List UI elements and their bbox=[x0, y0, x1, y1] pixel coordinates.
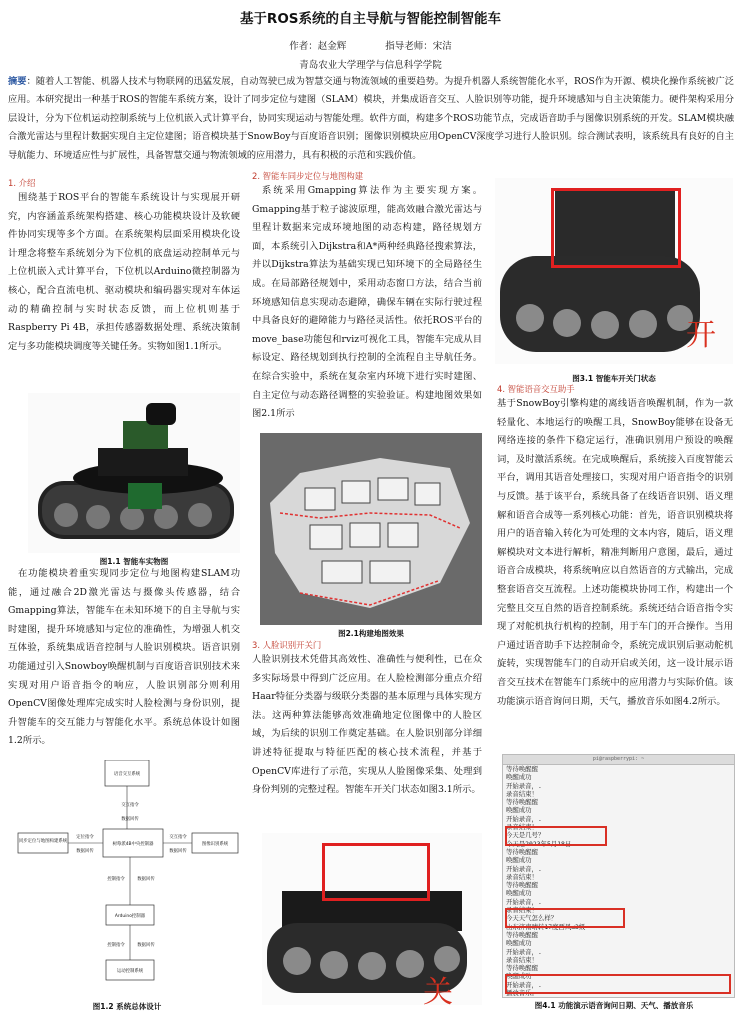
highlight-box bbox=[551, 188, 681, 268]
terminal-line: 唤醒成功 bbox=[506, 972, 532, 981]
section-2 bbox=[252, 170, 482, 424]
section-1-cont bbox=[8, 565, 240, 751]
terminal-line: 今天天气怎么样？ bbox=[506, 914, 558, 923]
diagram-edge-label: 控制指令 bbox=[107, 877, 125, 882]
diagram-edge-label: 交互指令 bbox=[121, 803, 139, 808]
highlight-box bbox=[505, 974, 731, 994]
section-heading: 1. 介绍 bbox=[8, 178, 36, 188]
terminal-line: 开始录音，. bbox=[506, 897, 542, 906]
terminal-line: 播放音乐。 bbox=[506, 989, 538, 998]
highlight-box bbox=[505, 908, 625, 928]
caption-fig-4-2: 图4.1 功能演示语音询问日期、天气、播放音乐 bbox=[534, 1001, 694, 1010]
door-closed-label: 关 bbox=[423, 975, 453, 1010]
section-1 bbox=[8, 177, 240, 356]
terminal-line: 录音结束！ bbox=[506, 789, 538, 798]
section-text: 人脸识别技术凭借其高效性、准确性与便利性，已在众多实际场景中得到广泛应用。在人脸检测部分重点介绍Haar特征分类器与级联分类器的基本原理与具体实现方法。这两种算法能够高效准确地定位图像中的人脸区域，为后续的识别工作奠定基础。在人脸识别部分详细讲述特征提取与特征匹配的核心技术流程，并基于OpenCV库进行了示范，实现从人脸图像采集、处理到身份判别的完整过程。智能车开关门状态如图3.1所示。 bbox=[252, 654, 482, 796]
abstract bbox=[8, 73, 734, 165]
abstract-text: ：随着人工智能、机器人技术与物联网的迅猛发展，自动驾驶已成为智慧交通与物流领域的重要趋势。为提升机器人系统智能化水平，ROS作为开源、模块化操作系统被广泛应用。本研究提出一种基于ROS的智能车系统方案，设计了同步定位与建图（SLAM）模块，并集成语音交互、人脸识别等功能，提升环境感知与自主决策能力。硬件架构采用分层设计，分为下位机运动控制系统与上位机嵌入式计算平台，协同实现运动与智能处理。软件方面，构建多个ROS功能节点，完成语音助手与图像识别系统的开发。SLAM模块融合激光雷达与里程计数据实现自主定位建图；语音模块基于SnowBoy与百度语音识别；图像识别模块应用OpenCV深度学习进行人脸识别。综合测试表明，该系统具有良好的自主导航能力、环境适应性与扩展性，具备智慧交通与物流领域的应用潜力，具有积极的示范和实践价值。 bbox=[8, 76, 734, 161]
terminal-line: 等待唤醒醒 bbox=[506, 930, 538, 939]
caption-fig-2-1: 图2.1构建地图效果 bbox=[338, 629, 404, 638]
diagram-edge-label: 数据回传 bbox=[76, 849, 94, 854]
terminal-line: 唤醒成功 bbox=[506, 939, 532, 948]
terminal-line: 等待唤醒醒 bbox=[506, 881, 538, 890]
advisor-name: 指导老师：宋洁 bbox=[385, 41, 452, 52]
terminal-title: pi@raspberrypi: ~ bbox=[503, 755, 734, 765]
terminal-line: 等待唤醒醒 bbox=[506, 847, 538, 856]
section-heading: 3. 人脸识别开关门 bbox=[252, 640, 322, 650]
section-3 bbox=[252, 639, 482, 800]
abstract-label: 摘要 bbox=[8, 76, 27, 87]
diagram-edge-label: 数据回传 bbox=[121, 817, 139, 822]
terminal-screenshot bbox=[502, 754, 735, 998]
diagram-edge-label: 数据回传 bbox=[137, 943, 155, 948]
diagram-node-top: 语音交互系统 bbox=[113, 772, 141, 777]
section-4 bbox=[497, 383, 733, 711]
terminal-line: 唤醒成功 bbox=[506, 889, 532, 898]
author-name: 作者：赵金辉 bbox=[289, 41, 347, 52]
section-text: 系统采用Gmapping算法作为主要实现方案。Gmapping基于粒子滤波原理，能高效融合激光雷达与里程计数据来完成环境地图的动态构建，路径规划方面，本系统引入Dijkstra和A*两种经典路径搜索算法，并以Dijkstra算法为基础实现已知环境下的全局路径生成。在局部路径规划中，采用动态窗口方法，结合当前环境感知信息实现动态避障，确保车辆在实际行驶过程中具备良好的避障能力与路径灵活性。依托ROS平台的move_base功能包和rviz可视化工具，智能车完成从目标设定、路径规划到执行控制的全流程自主导航任务。在综合实验中，系统在复杂室内环境下进行实时建图、自主定位与动态路径调整的实验验证。构建地图效果如图2.1所示 bbox=[252, 185, 482, 420]
terminal-line: 开始录音，. bbox=[506, 781, 542, 790]
terminal-line: 唤醒成功 bbox=[506, 773, 532, 782]
diagram-edge-label: 定位指令 bbox=[76, 835, 94, 840]
terminal-line: 今天是几号？ bbox=[506, 831, 545, 840]
section-text: 在功能模块着重实现同步定位与地图构建SLAM功能，通过融合2D激光雷达与摄像头传感器，结合Gmapping算法，智能车在未知环境下的自主导航与实时建图，提升环境感知与定位的准确性，为增强人机交互体验，系统集成语音控制与人脸识别模块。语音识别功能通过引入Snowboy唤醒机制与百度语音识别技术来实现对用户语音指令的响应，人脸识别部分则利用OpenCV图像处理库完成实时人脸检测与身份识别，提升智能车的交互能力与智能化水平。系统总体设计如图1.2所示。 bbox=[8, 568, 240, 747]
author-line bbox=[0, 38, 741, 52]
diagram-node-left: 同步定位与地图构建系统 bbox=[18, 839, 68, 844]
terminal-line: 唤醒成功 bbox=[506, 856, 532, 865]
diagram-edge-label: 控制指令 bbox=[107, 943, 125, 948]
terminal-line: 开始录音，. bbox=[506, 947, 542, 956]
section-text: 基于SnowBoy引擎构建的离线语音唤醒机制，作为一款轻量化、本地运行的唤醒工具，SnowBoy能够在设备无网络连接的条件下稳定运行，准确识别用户预设的唤醒词，及时激活系统。在完成唤醒后，系统接入百度智能云平台，调用其语音处理接口，实现对用户语音指令的识别与反馈。基于该平台，系统具备了在线语音识别、语义理解和语音合成等一系列核心功能：首先，语音识别模块将用户的语音输入转化为可处理的文本内容，随后，语义理解模块对文本进行解析，精准判断用户意图，最后，通过语音合成模块，将系统响应以自然语音的方式输出，完成整套语音交互流程。上述功能模块协同工作，构建出一个完整且交互自然的语音控制系统。系统还结合语音指令实现了对舵机执行机构的控制，用于车门的开合操作。当用户通过语音助手下达控制命令，系统完成识别后驱动舵机旋转，实现智能车门的自动开启或关闭，这一设计展示语音交互技术在智能车门系统中的应用潜力与实际价值。该功能演示语音询问日期，天气，播放音乐如图4.2所示。 bbox=[497, 398, 733, 707]
terminal-line: 唤醒成功 bbox=[506, 806, 532, 815]
terminal-line: 开始录音，. bbox=[506, 814, 542, 823]
diagram-node-mid: Arduino控制器 bbox=[114, 914, 146, 919]
diagram-node-bottom: 运动控制系统 bbox=[116, 969, 144, 974]
page-title: 基于ROS系统的自主导航与智能控制智能车 bbox=[239, 11, 502, 27]
diagram-edge-label: 交互指令 bbox=[169, 835, 187, 840]
terminal-line bbox=[503, 997, 734, 998]
section-text: 围绕基于ROS平台的智能车系统设计与实现展开研究，内容涵盖系统架构搭建、核心功能模块设计及软硬件协同实现等多个方面。在系统架构层面采用模块化设计理念将整车系统划分为下位机的底盘运动控制单元与上位机嵌入式计算平台，下位机以Arduino微控制器为核心，配合直流电机、驱动模块和编码器实现对车体运动的精确控制与实时状态反馈，而上位机则基于Raspberry Pi 4B，承担传感器数据处理、系统决策制定与多功能模块调度等关键任务。实物如图1.1所示。 bbox=[8, 192, 240, 352]
terminal-line: 录音结束！ bbox=[506, 955, 538, 964]
terminal-line: 山东济南晴转17度西风≤3级 bbox=[506, 922, 586, 931]
highlight-box bbox=[505, 826, 607, 846]
section-heading: 2. 智能车同步定位与地图构建 bbox=[252, 171, 364, 181]
caption-fig-1-2: 图1.2 系统总体设计 bbox=[92, 1002, 162, 1011]
diagram-edge-label: 数据回传 bbox=[169, 849, 187, 854]
slam-map-image bbox=[260, 433, 482, 625]
terminal-line: 开始录音，. bbox=[506, 980, 542, 989]
robot-photo bbox=[28, 393, 240, 553]
terminal-line: 等待唤醒醒 bbox=[506, 964, 538, 973]
diagram-edge-label: 数据回传 bbox=[137, 877, 155, 882]
terminal-lines bbox=[503, 765, 734, 998]
caption-fig-3-1: 图3.1 智能车开关门状态 bbox=[572, 374, 656, 383]
highlight-box bbox=[322, 843, 430, 901]
door-open-label: 开 bbox=[686, 318, 716, 353]
section-heading: 4. 智能语音交互助手 bbox=[497, 384, 575, 394]
terminal-line: 录音结束！ bbox=[506, 872, 538, 881]
terminal-line: 等待唤醒醒 bbox=[506, 765, 538, 773]
terminal-line: 今天是2023年5月18日 bbox=[506, 839, 572, 848]
caption-fig-1-1: 图1.1 智能车实物图 bbox=[99, 557, 169, 566]
terminal-line: 等待唤醒醒 bbox=[506, 798, 538, 807]
system-diagram bbox=[8, 760, 246, 1005]
diagram-node-center: 树莓派4B中央控制器 bbox=[112, 842, 154, 847]
diagram-node-right: 图像识别系统 bbox=[201, 842, 229, 847]
terminal-line: 录音结束！ bbox=[506, 906, 538, 915]
terminal-line: 开始录音，. bbox=[506, 864, 542, 873]
terminal-line: 录音结束！ bbox=[506, 823, 538, 832]
affiliation: 青岛农业大学理学与信息科学学院 bbox=[299, 60, 442, 71]
